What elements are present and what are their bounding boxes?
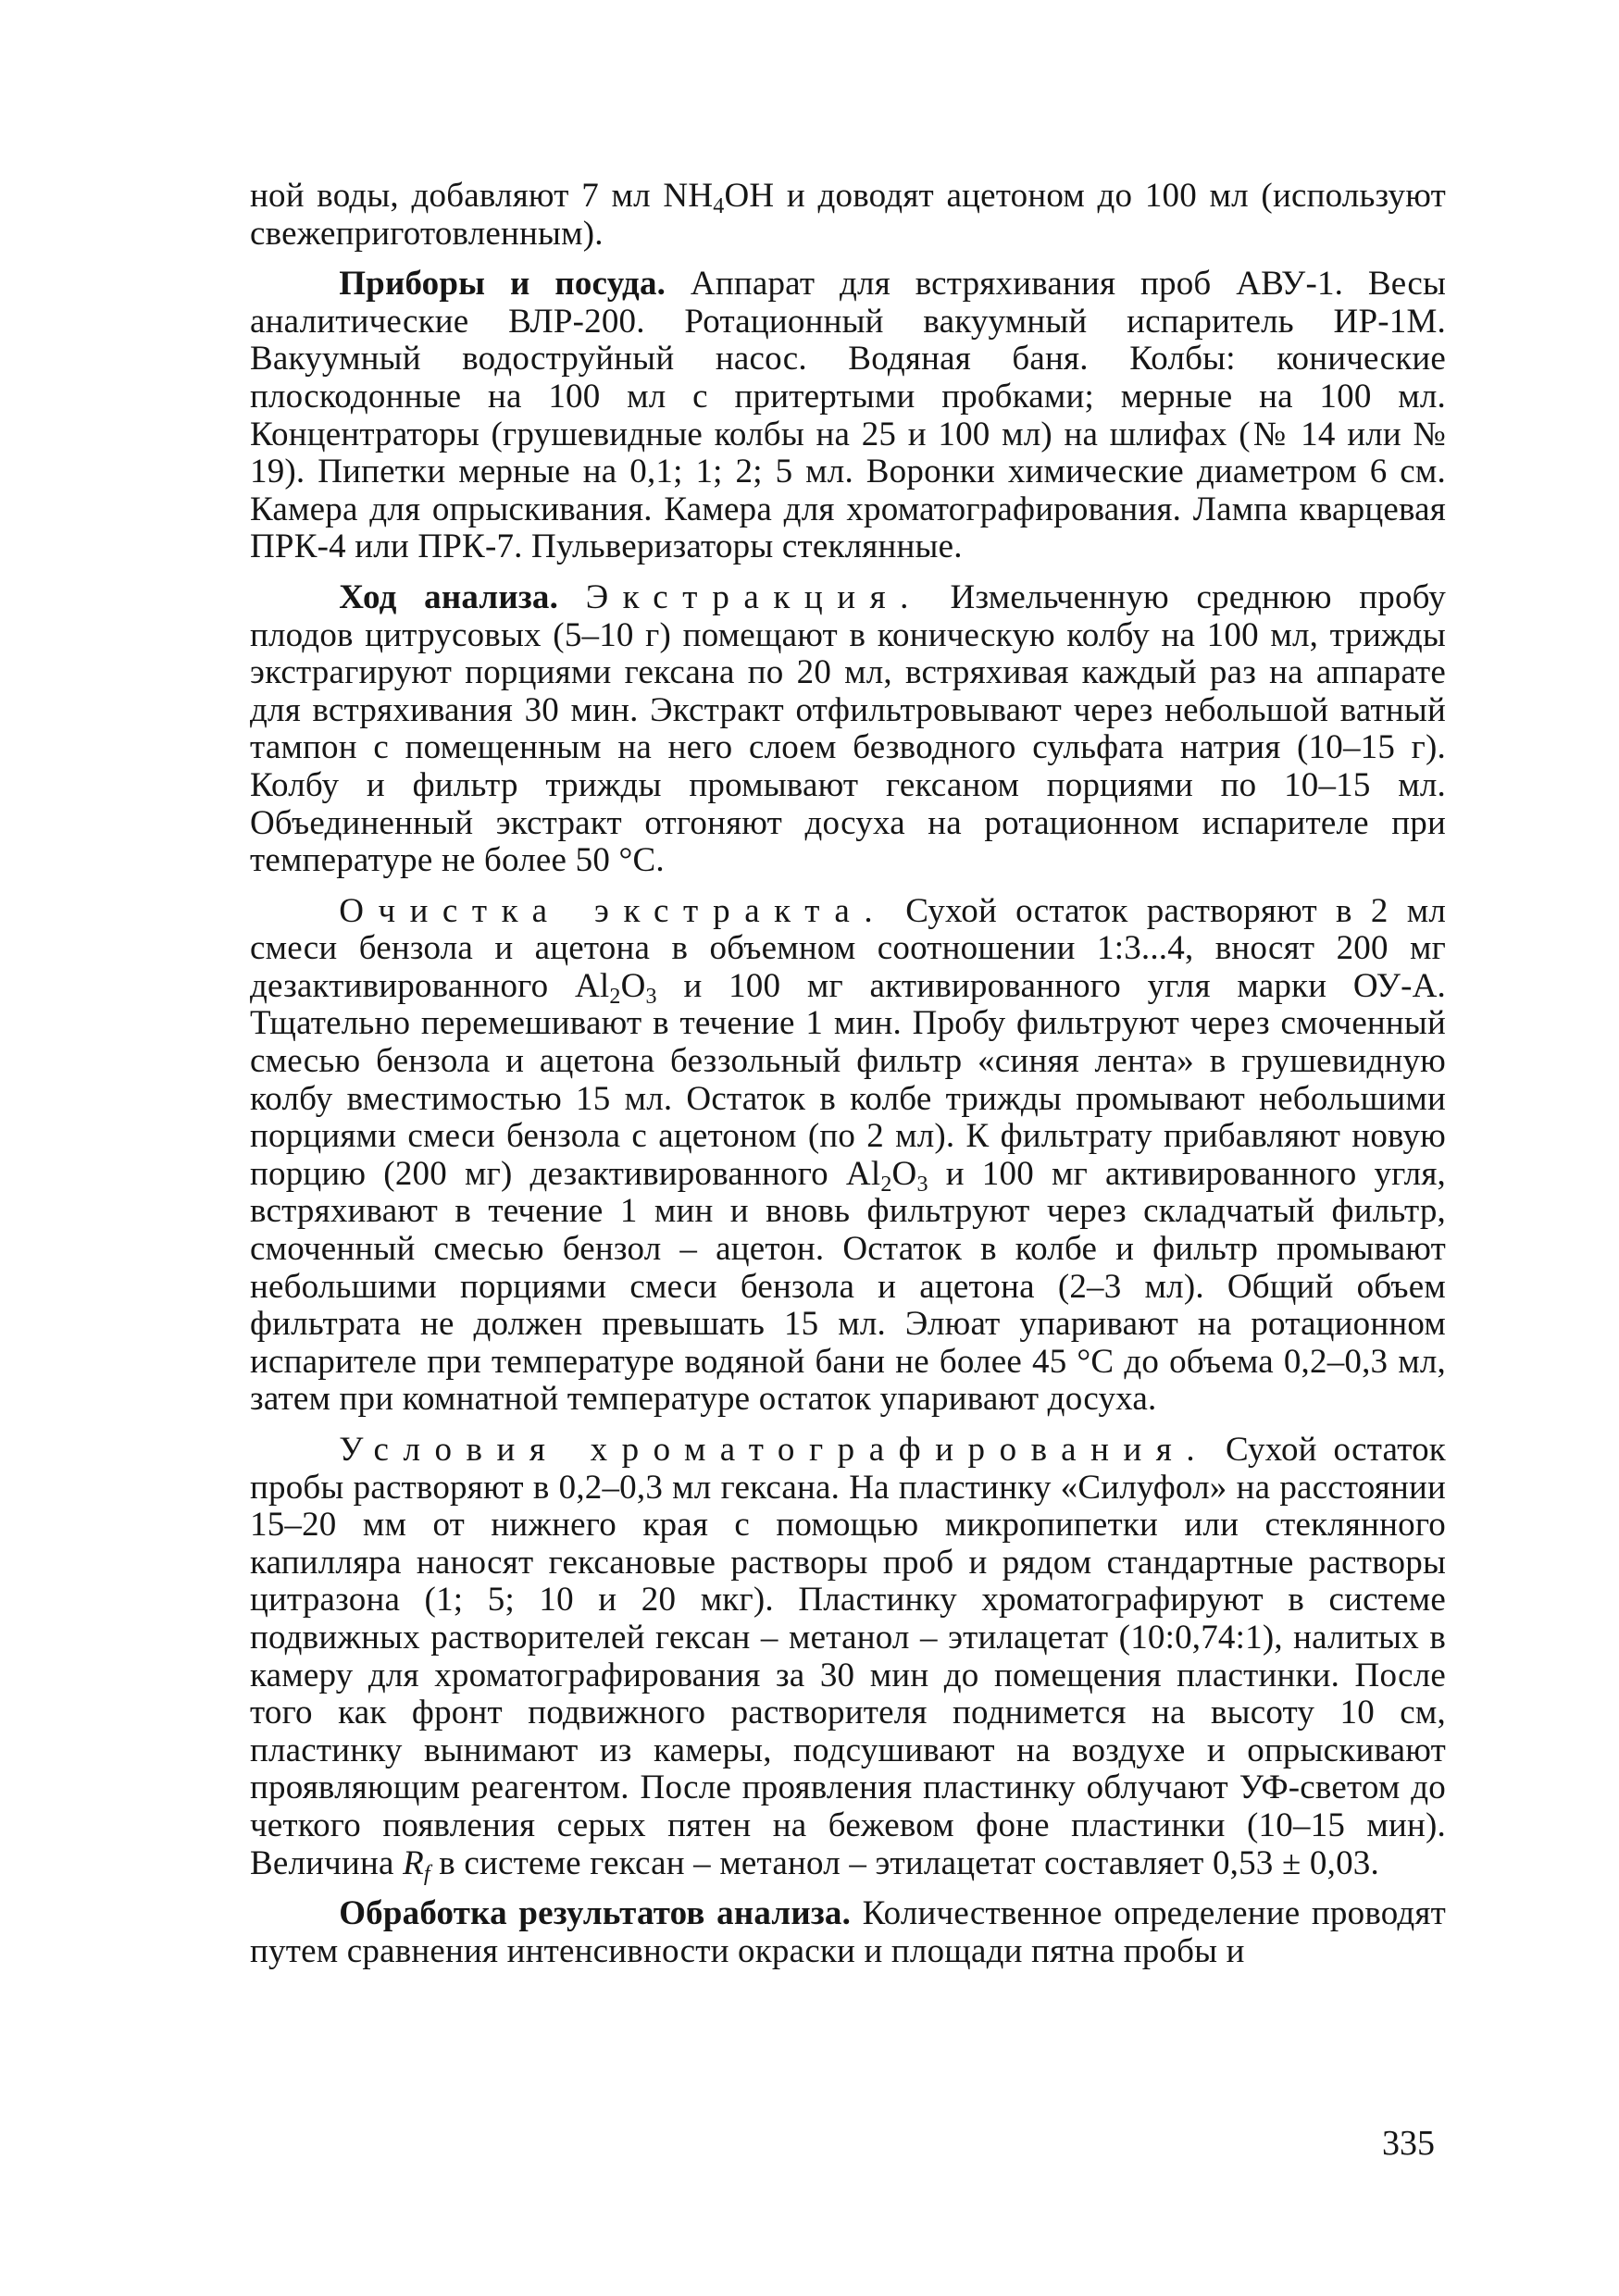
text-run: OH и доводят ацетоном до 100 мл (используют свежеприготовленным). xyxy=(250,177,1446,253)
text-run: 3 xyxy=(645,985,657,1010)
text-run: f xyxy=(423,1861,430,1886)
text-run: O xyxy=(620,966,646,1005)
paragraph-results xyxy=(250,1895,1446,1970)
paragraph-extraction xyxy=(250,579,1446,880)
paragraph-chromatography xyxy=(250,1431,1446,1886)
text-run: Условия хроматографирования. xyxy=(339,1431,1210,1469)
text-run: Сухой остаток пробы растворяют в 0,2–0,3 мл гексана. На пластинку «Силуфол» на расстоянии 15–20 мм от нижнего края с помощью микропипетки или стеклянного капилляра наносят гексановые растворы проб и рядом стандартные растворы цитразона (1; 5; 10 и 20 мкг). Пластинку хроматографируют в системе подвижных растворителей гексан – метанол – этилацетат (10:0,74:1), налитых в камеру для хроматографирования за 30 мин до помещения пластинки. После того как фронт подвижного растворителя поднимется на высоту 10 см, пластинку вынимают из камеры, подсушивают на воздухе и опрыскивают проявляющим реагентом. После проявления пластинку облучают УФ-светом до четкого появления серых пятен на бежевом фоне пластинки (10–15 мин). Величина xyxy=(250,1431,1446,1882)
text-run: R xyxy=(403,1843,424,1882)
text-run: 2 xyxy=(609,985,621,1010)
text-run: Приборы и посуда. xyxy=(339,265,666,304)
text-run: O xyxy=(891,1154,917,1193)
text-run: 2 xyxy=(880,1173,892,1198)
text-run: Сухой остаток растворяют в 2 мл смеси бензола и ацетона в объемном соотношении 1:3...4, вносят 200 мг дезактивированного Al xyxy=(250,891,1446,1005)
text-run: ной воды, добавляют 7 мл NH xyxy=(250,177,714,215)
text-run: Аппарат для встряхивания проб АВУ-1. Весы аналитические ВЛР-200. Ротационный вакуумный испаритель ИР-1М. Вакуумный водоструйный насос. Водяная баня. Колбы: конические плоскодонные на 100 мл с притертыми пробками; мерные на 100 мл. Концентраторы (грушевидные колбы на 25 и 100 мл) на шлифах (№ 14 или № 19). Пипетки мерные на 0,1; 1; 2; 5 мл. Воронки химические диаметром 6 см. Камера для опрыскивания. Камера для хроматографирования. Лампа кварцевая ПРК-4 или ПРК-7. Пульверизаторы стеклянные. xyxy=(250,265,1447,566)
paragraph-cleanup xyxy=(250,893,1446,1419)
text-run: и 100 мг активированного угля марки ОУ-А. Тщательно перемешивают в течение 1 мин. Пробу фильтруют через смоченный смесью бензола и ацетона беззольный фильтр «синяя лента» в грушевидную колбу вместимостью 15 мл. Остаток в колбе трижды промывают небольшими порциями смеси бензола с ацетоном (по 2 мл). К фильтрату прибавляют новую порцию (200 мг) дезактивированного Al xyxy=(250,966,1446,1193)
text-run: 3 xyxy=(916,1173,928,1198)
text-run: Измельченную среднюю пробу плодов цитрусовых (5–10 г) помещают в коническую колбу на 100 мл, трижды экстрагируют порциями гексана по 20 мл, встряхивая каждый раз на аппарате для встряхивания 30 мин. Экстракт отфильтровывают через небольшой ватный тампон с помещенным на него слоем безводного сульфата натрия (10–15 г). Колбу и фильтр трижды промывают гексаном порциями по 10–15 мл. Объединенный экстракт отгоняют досуха на ротационном испарителе при температуре не более 50 °С. xyxy=(250,577,1446,880)
page-number: 335 xyxy=(1382,2124,1435,2163)
paragraph-equipment xyxy=(250,266,1446,566)
text-run: в системе гексан – метанол – этилацетат составляет 0,53 ± 0,03. xyxy=(430,1843,1379,1882)
paragraph-continuation xyxy=(250,178,1446,253)
text-run: Очистка экстракта. xyxy=(339,891,888,930)
text-run: Количественное определение проводят путем сравнения интенсивности окраски и площади пятна пробы и xyxy=(250,1894,1446,1970)
text-run: Экстракция. xyxy=(585,577,923,616)
text-run: 4 xyxy=(713,194,725,219)
page-body xyxy=(250,178,1446,1970)
text-run xyxy=(558,578,586,616)
text-run: Ход анализа. xyxy=(339,577,559,616)
text-run: Обработка результатов анализа. xyxy=(339,1894,852,1933)
text-run: и 100 мг активированного угля, встряхивают в течение 1 мин и вновь фильтруют через складчатый фильтр, смоченный смесью бензол – ацетон. Остаток в колбе и фильтр промывают небольшими порциями смеси бензола и ацетона (2–3 мл). Общий объем фильтрата не должен превышать 15 мл. Элюат упаривают на ротационном испарителе при температуре водяной бани не более 45 °С до объема 0,2–0,3 мл, затем при комнатной температуре остаток упаривают досуха. xyxy=(250,1154,1446,1419)
